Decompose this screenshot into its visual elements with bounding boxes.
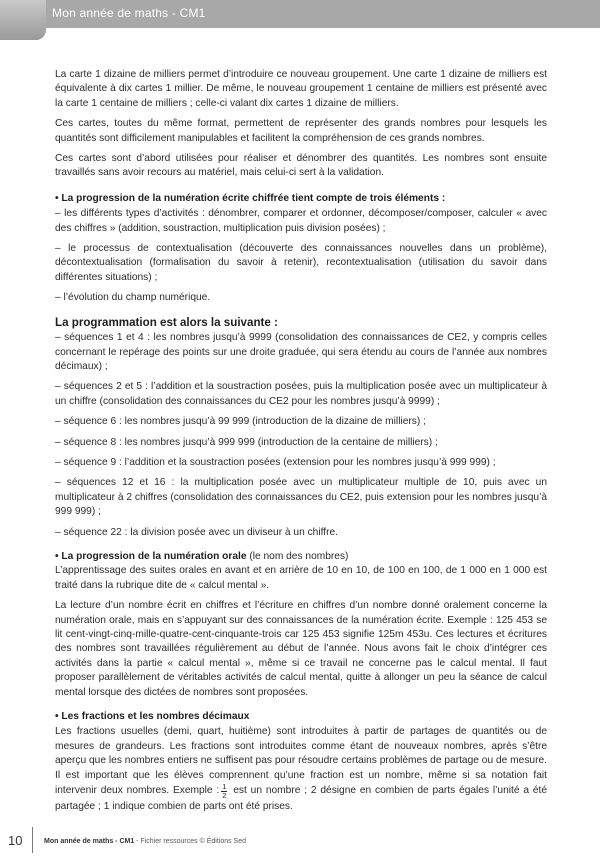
paragraph: La lecture d’un nombre écrit en chiffres et l’écriture en chiffres d’un nombre donné oralement concerne la numération orale, mais en s’appuyant sur des connaissances de la numération écrite. Exemple : 125 453 se lit cent-vingt-cinq-mille-quatre-cent-cinquante-trois car 125 453 signifie 125m 453u. Ces lectures et écritures des nombres sont travaillées régulièrement au début de l’année. Nous avons fait le choix d’intégrer ces activités dans la partie « calcul mental », même si ce travail ne concerne pas le calcul mental. Il faut proposer parallèlement de véritables activités de calcul mental, quitte à allonger un peu la séance de calcul mental lorsque des dictées de nombres sont proposées.: [55, 600, 547, 698]
footer-book-title: Mon année de maths - CM1: [44, 838, 135, 845]
fraction-numerator: 1: [222, 782, 227, 792]
footer-credit: [44, 838, 246, 845]
section-ecrite: [55, 192, 547, 306]
section-programmation: [55, 316, 547, 540]
section-heading: La programmation est alors la suivante :: [55, 315, 278, 329]
page-number: 10: [8, 833, 23, 848]
fraction-denominator: 2: [222, 791, 227, 801]
list-item: – séquence 6 : les nombres jusqu’à 99 999 (introduction de la dizaine de milliers) ;: [55, 416, 426, 428]
paragraph-text: est un nombre ; 2 désigne en combien de parts égales l’unité a été partagée ; 1 indique combien de parts ont été prises.: [55, 785, 547, 813]
list-item: – séquence 22 : la division posée avec un diviseur à un chiffre.: [55, 526, 338, 538]
section-heading-bold: • La progression de la numération orale: [55, 550, 247, 562]
paragraph: L’apprentissage des suites orales en avant et en arrière de 10 en 10, de 100 en 100, de 1 000 en 1 000 est traité dans la rubrique dite de « calcul mental ».: [55, 565, 547, 591]
footer-publisher: Fichier ressources © Éditions Sed: [140, 838, 247, 845]
fraction-one-half: [221, 783, 227, 800]
main-content: [55, 68, 547, 820]
paragraph: Ces cartes sont d’abord utilisées pour réaliser et dénombrer des quantités. Les nombres sont ensuite travaillés sans avoir recours au matériel, mais celui-ci sert à la validation.: [55, 153, 547, 179]
list-item: – séquences 2 et 5 : l’addition et la soustraction posées, puis la multiplication posée avec un multiplicateur à un chiffre (consolidation des connaissances du CE2 pour les nombres jusqu’à 9999) ;: [55, 381, 547, 407]
list-item: – séquences 12 et 16 : la multiplication posée avec un multiplicateur multiple de 10, puis avec un multiplicateur à 2 chiffres (consolidation des connaissances du CE2, puis extension pour les nombres jusqu’à 999 999) ;: [55, 477, 547, 518]
list-item: – le processus de contextualisation (découverte des connaissances nouvelles dans un problème), décontextualisation (formalisation du savoir à retenir), recontextualisation (utilisation du savoir dans différentes situations) ;: [55, 243, 547, 283]
section-heading: [55, 550, 547, 564]
header-title: Mon année de maths - CM1: [52, 6, 206, 20]
section-heading: • La progression de la numération écrite chiffrée tient compte de trois éléments :: [55, 192, 446, 204]
list-item: – les différents types d’activités : dénombrer, comparer et ordonner, décomposer/composer, calculer « avec des chiffres » (addition, soustraction, multiplication puis division posées) ;: [55, 208, 547, 234]
header-tab: [0, 0, 46, 40]
footer-divider: [32, 827, 33, 853]
section-heading: • Les fractions et les nombres décimaux: [55, 711, 250, 723]
list-item: – séquence 9 : l’addition et la soustraction posées (extension pour les nombres jusqu’à 999 999) ;: [55, 456, 496, 468]
paragraph: [55, 725, 547, 814]
footer-separator: -: [134, 838, 141, 845]
list-item: – séquence 8 : les nombres jusqu’à 999 999 (introduction de la centaine de milliers) ;: [55, 436, 438, 448]
list-item: – séquences 1 et 4 : les nombres jusqu’à 9999 (consolidation des connaissances de CE2, y compris celles concernant le repérage des points sur une droite graduée, qui sera étendu au cours de l’année aux nombres décimaux) ;: [55, 332, 547, 372]
section-fractions: [55, 710, 547, 814]
list-item: – l’évolution du champ numérique.: [55, 292, 211, 304]
paragraph: Ces cartes, toutes du même format, permettent de représenter des grands nombres pour lesquels les quantités sont difficilement manipulables et facilitent la compréhension de ces grands nombres.: [55, 118, 547, 144]
paragraph: La carte 1 dizaine de milliers permet d’introduire ce nouveau groupement. Une carte 1 dizaine de milliers est équivalente à dix cartes 1 millier. De même, le nouveau groupement 1 centaine de milliers est présenté avec la carte 1 centaine de milliers ; celle-ci valant dix cartes 1 dizaine de milliers.: [55, 69, 547, 109]
section-heading-suffix: (le nom des nombres): [246, 550, 349, 562]
section-orale: [55, 550, 547, 700]
paragraph-text: Les fractions usuelles (demi, quart, huitième) sont introduites à partir de partages de quantités ou de mesures de grandeurs. Les fractions sont introduites comme étant de nouveaux nombres, après s’être aperçu que les nombres entiers ne suffisent pas pour résoudre certains problèmes de partage ou de mesure. Il est important que les élèves comprennent qu’une fraction est un nombre, même si sa notation fait intervenir deux nombres. Exemple :: [55, 726, 547, 797]
